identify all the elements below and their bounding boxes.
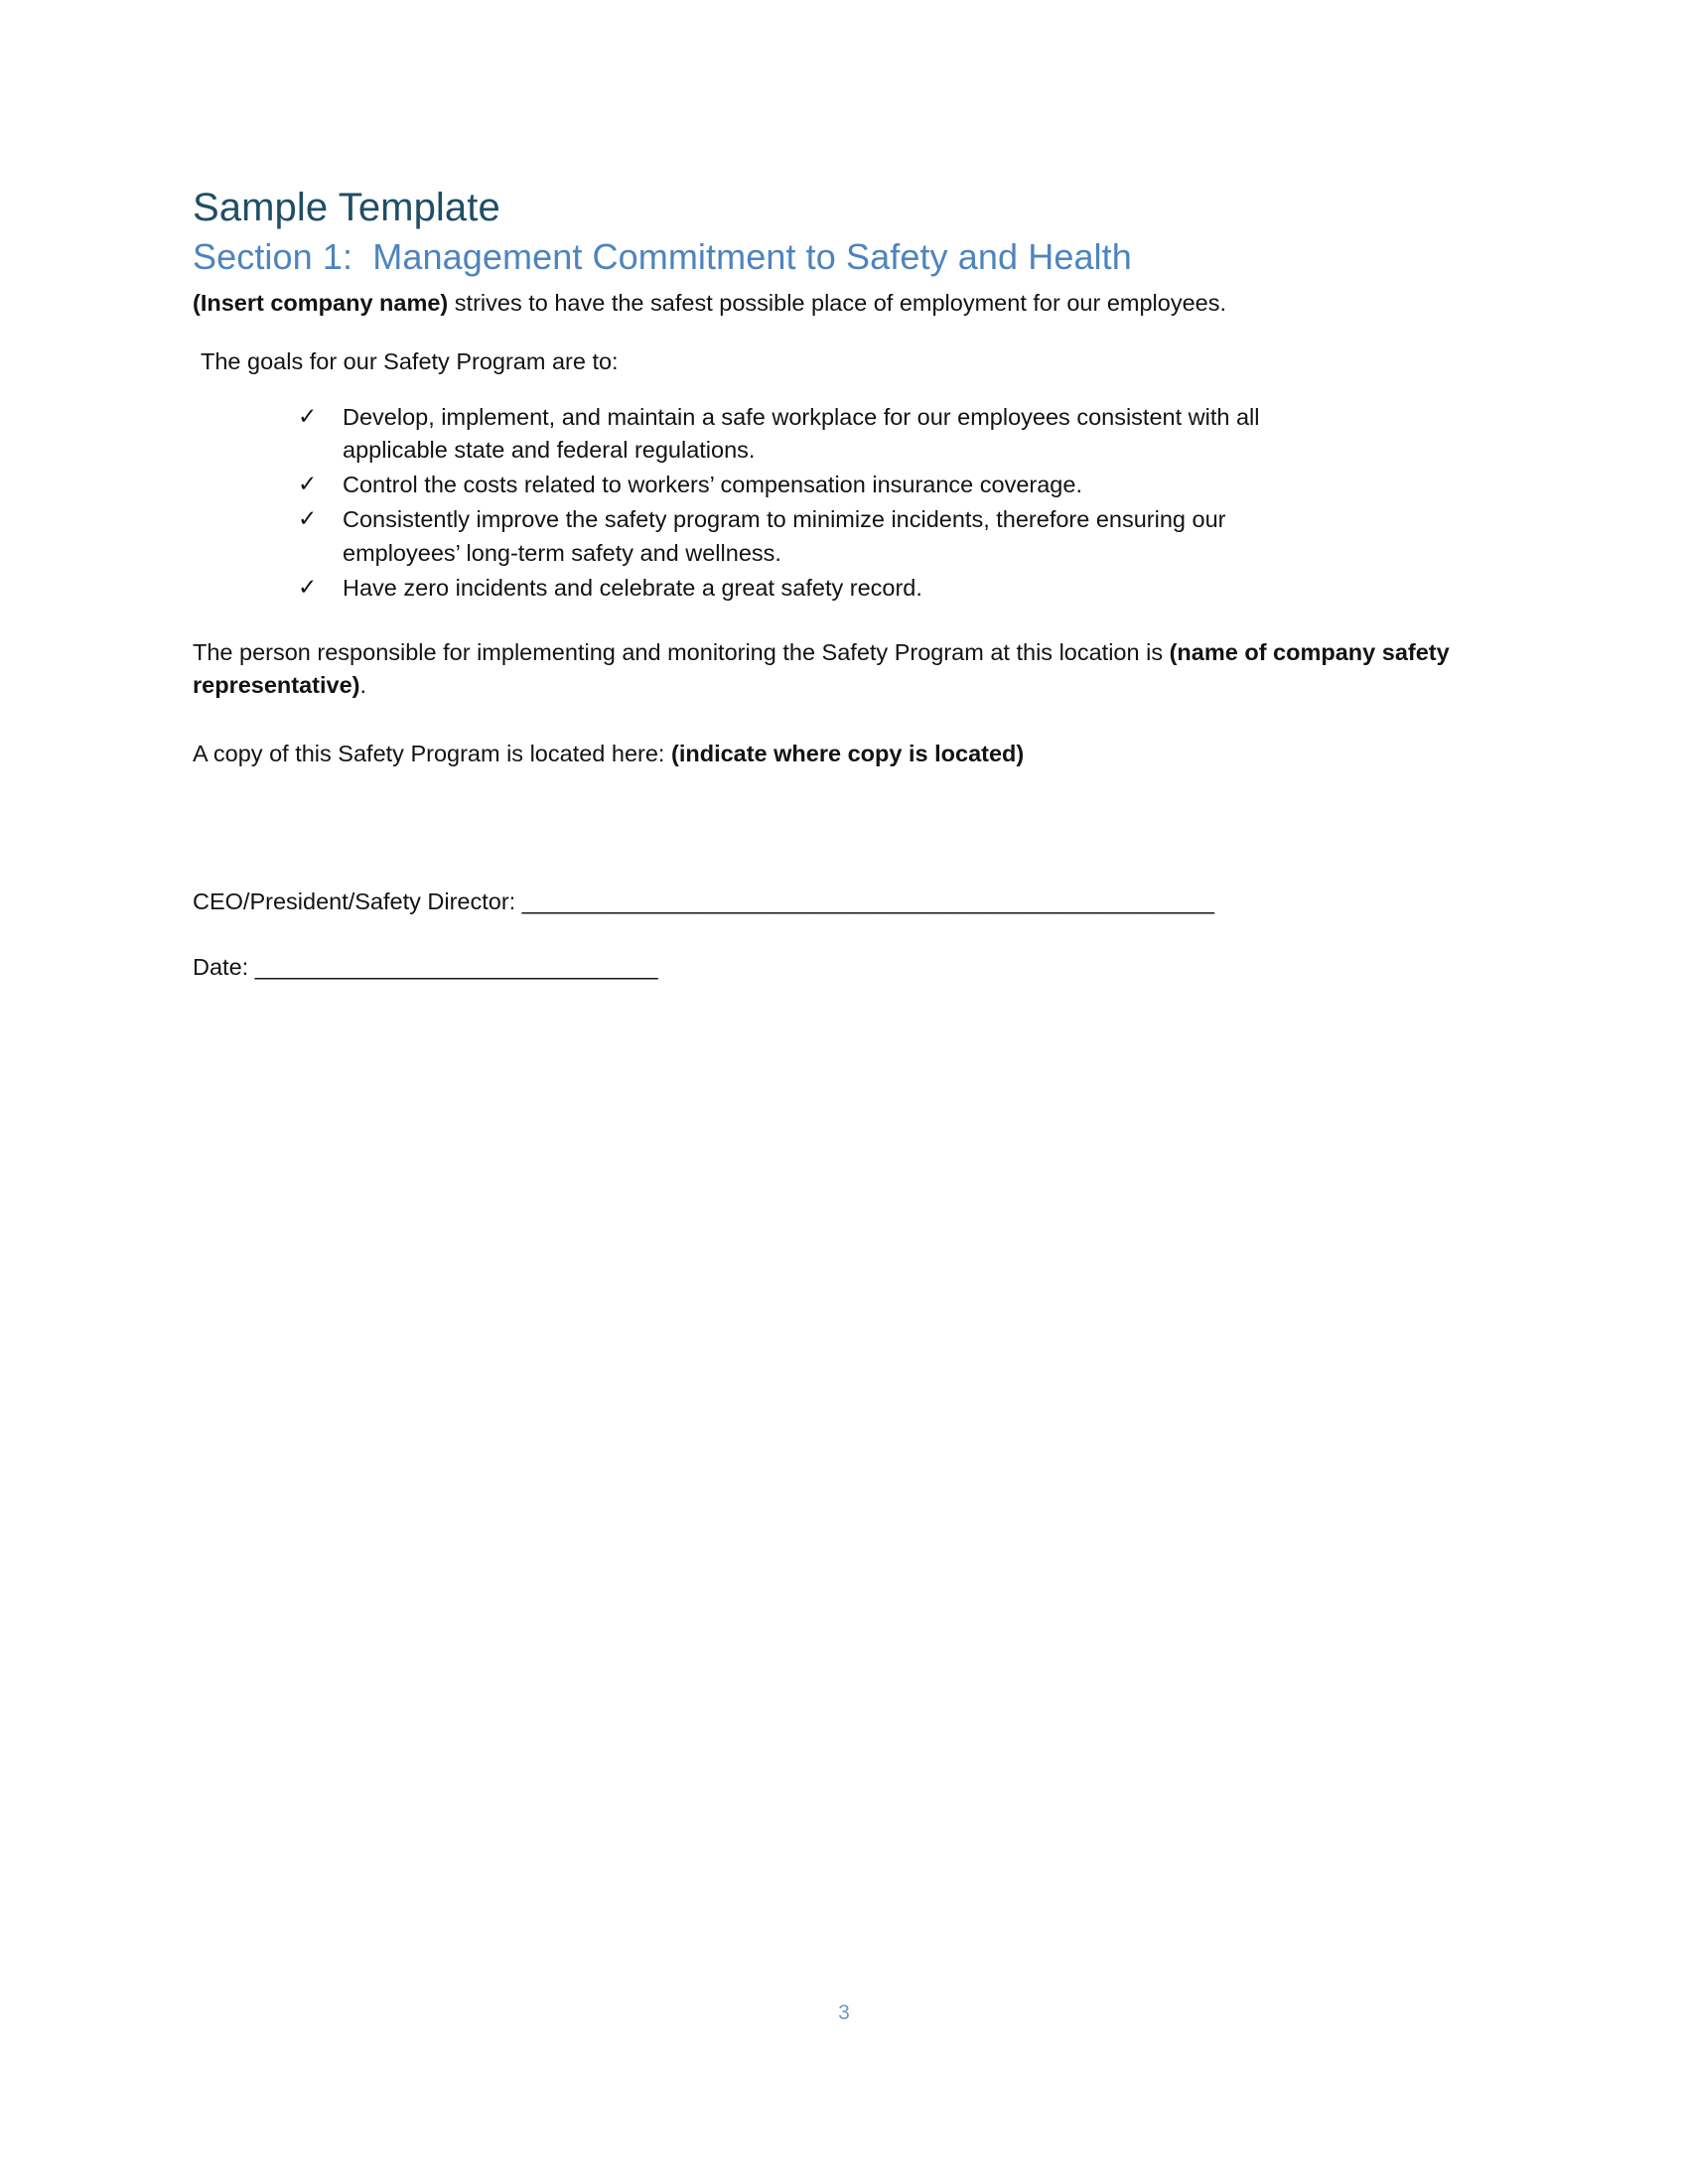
checkmark-icon: ✓ bbox=[298, 402, 318, 429]
date-rule[interactable]: ________________________________ bbox=[254, 953, 658, 980]
responsible-lead: The person responsible for implementing and monitoring the Safety Program at this location is bbox=[193, 639, 1170, 666]
goals-lead-paragraph: The goals for our Safety Program are to: bbox=[201, 348, 619, 375]
copy-location-paragraph bbox=[193, 738, 1483, 770]
copy-location-lead: A copy of this Safety Program is located here: bbox=[193, 740, 671, 766]
intro-rest: strives to have the safest possible place of employment for our employees. bbox=[448, 289, 1226, 316]
list-item-label: Consistently improve the safety program to minimize incidents, therefore ensuring our employees’ long-term safety and wellness. bbox=[343, 506, 1226, 566]
ceo-signature-label: CEO/President/Safety Director: bbox=[193, 888, 522, 915]
intro-bold-lead: (Insert company name) bbox=[193, 289, 449, 316]
list-item-label: Develop, implement, and maintain a safe workplace for our employees consistent with all applicable state and federal regulations. bbox=[343, 403, 1260, 463]
checkmark-icon: ✓ bbox=[298, 505, 318, 532]
document-content bbox=[193, 185, 1483, 984]
list-item bbox=[193, 572, 1345, 605]
list-item bbox=[193, 469, 1345, 501]
ceo-signature-line bbox=[193, 886, 1483, 918]
checkmark-icon: ✓ bbox=[298, 471, 318, 497]
checkmark-icon: ✓ bbox=[298, 573, 318, 600]
goals-list bbox=[193, 401, 1483, 606]
ceo-signature-rule[interactable]: _______________________________________________________ bbox=[521, 888, 1214, 915]
list-item bbox=[193, 503, 1345, 570]
signature-block bbox=[193, 886, 1483, 984]
date-line bbox=[193, 951, 1483, 984]
responsible-trail: . bbox=[359, 672, 367, 699]
page-title: Sample Template bbox=[193, 186, 500, 229]
list-item-label: Have zero incidents and celebrate a great safety record. bbox=[343, 574, 922, 601]
section-heading: Section 1: Management Commitment to Safety and Health bbox=[193, 236, 1132, 278]
responsible-placeholder: (name of company safety representative) bbox=[193, 639, 1450, 699]
date-label: Date: bbox=[193, 953, 255, 980]
list-item bbox=[193, 401, 1345, 468]
page-number: 3 bbox=[838, 2001, 850, 2024]
list-item-label: Control the costs related to workers’ compensation insurance coverage. bbox=[343, 472, 1082, 498]
responsible-person-paragraph bbox=[193, 636, 1481, 703]
copy-location-placeholder: (indicate where copy is located) bbox=[671, 740, 1025, 766]
intro-paragraph bbox=[193, 287, 1483, 320]
